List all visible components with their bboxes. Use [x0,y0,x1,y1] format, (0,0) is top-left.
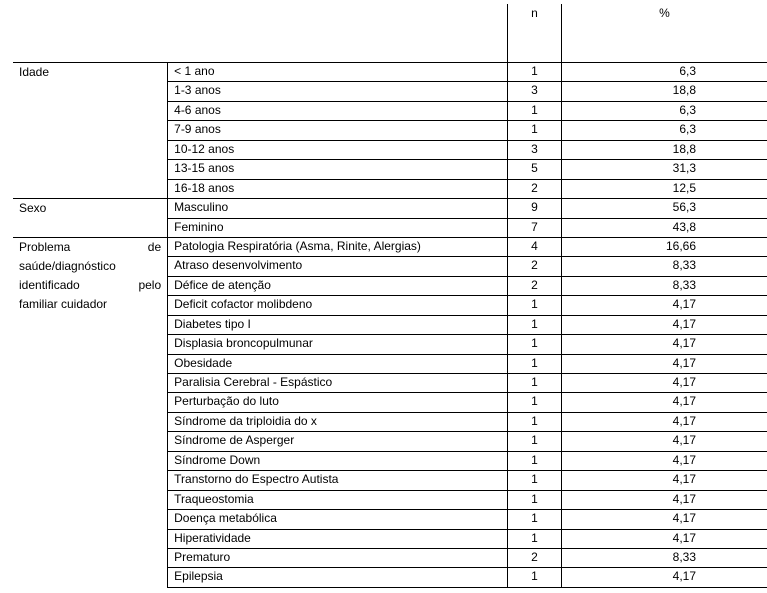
row-percent: 4,17 [561,335,767,354]
row-label: Paralisia Cerebral - Espástico [168,374,508,393]
row-label: 7-9 anos [168,121,508,140]
header-empty-cell [13,4,168,63]
row-count: 1 [508,510,562,529]
row-label: Síndrome de Asperger [168,432,508,451]
row-percent: 4,17 [561,510,767,529]
row-count: 4 [508,237,562,256]
row-count: 1 [508,63,562,82]
row-percent: 6,3 [561,121,767,140]
table-body [13,4,767,587]
row-label: Displasia broncopulmunar [168,335,508,354]
header-percent: % [561,4,767,63]
category-label-line: identificado pelo [19,277,162,292]
row-label: 13-15 anos [168,160,508,179]
row-percent: 8,33 [561,276,767,295]
row-percent: 4,17 [561,412,767,431]
row-label: Obesidade [168,354,508,373]
row-label: Doença metabólica [168,510,508,529]
row-percent: 18,8 [561,140,767,159]
row-label: Diabetes tipo I [168,315,508,334]
row-count: 1 [508,432,562,451]
row-count: 9 [508,199,562,218]
row-percent: 18,8 [561,82,767,101]
table-row [13,199,767,218]
category-label-line: Problema de [19,239,162,254]
row-count: 1 [508,374,562,393]
table-row [13,63,767,82]
row-percent: 4,17 [561,471,767,490]
row-count: 3 [508,82,562,101]
row-count: 2 [508,179,562,198]
row-count: 1 [508,529,562,548]
row-label: Traqueostomia [168,490,508,509]
row-count: 2 [508,548,562,567]
category-label: Sexo [19,201,47,216]
row-count: 2 [508,276,562,295]
category-label: Idade [19,65,50,79]
row-count: 1 [508,296,562,315]
row-percent: 4,17 [561,315,767,334]
row-percent: 4,17 [561,296,767,315]
row-label: Síndrome Down [168,451,508,470]
row-count: 1 [508,354,562,373]
table-row [13,237,767,256]
row-count: 2 [508,257,562,276]
row-percent: 56,3 [561,199,767,218]
row-label: Perturbação do luto [168,393,508,412]
row-label: 16-18 anos [168,179,508,198]
row-label: Masculino [168,199,508,218]
row-count: 3 [508,140,562,159]
row-count: 7 [508,218,562,237]
row-count: 1 [508,101,562,120]
row-label: 1-3 anos [168,82,508,101]
row-label: Hiperatividade [168,529,508,548]
row-label: Epilepsia [168,568,508,587]
row-label: 10-12 anos [168,140,508,159]
row-label: Patologia Respiratória (Asma, Rinite, Alergias) [168,237,508,256]
row-percent: 16,66 [561,237,767,256]
row-percent: 12,5 [561,179,767,198]
row-count: 1 [508,568,562,587]
header-row [13,4,767,63]
row-label: Prematuro [168,548,508,567]
category-label-line: familiar cuidador [19,296,108,311]
header-empty-cell [168,4,508,63]
row-percent: 31,3 [561,160,767,179]
row-percent: 4,17 [561,393,767,412]
row-percent: 4,17 [561,354,767,373]
header-n: n [508,4,562,63]
row-percent: 4,17 [561,451,767,470]
demographics-table [13,4,767,588]
row-percent: 43,8 [561,218,767,237]
row-label: Atraso desenvolvimento [168,257,508,276]
row-count: 5 [508,160,562,179]
row-count: 1 [508,121,562,140]
row-label: Deficit cofactor molibdeno [168,296,508,315]
row-label: < 1 ano [168,63,508,82]
category-cell [13,199,168,238]
row-count: 1 [508,490,562,509]
row-percent: 6,3 [561,101,767,120]
row-count: 1 [508,412,562,431]
category-cell [13,63,168,199]
category-label-line: saúde/diagnóstico [19,258,116,273]
row-percent: 4,17 [561,374,767,393]
row-label: Défice de atenção [168,276,508,295]
row-label: 4-6 anos [168,101,508,120]
row-percent: 4,17 [561,529,767,548]
row-label: Síndrome da triploidia do x [168,412,508,431]
row-percent: 8,33 [561,548,767,567]
row-count: 1 [508,315,562,334]
row-count: 1 [508,471,562,490]
row-label: Transtorno do Espectro Autista [168,471,508,490]
row-percent: 6,3 [561,63,767,82]
category-cell [13,237,168,587]
row-count: 1 [508,451,562,470]
row-count: 1 [508,393,562,412]
row-percent: 4,17 [561,432,767,451]
row-percent: 4,17 [561,490,767,509]
row-percent: 4,17 [561,568,767,587]
row-label: Feminino [168,218,508,237]
row-count: 1 [508,335,562,354]
row-percent: 8,33 [561,257,767,276]
